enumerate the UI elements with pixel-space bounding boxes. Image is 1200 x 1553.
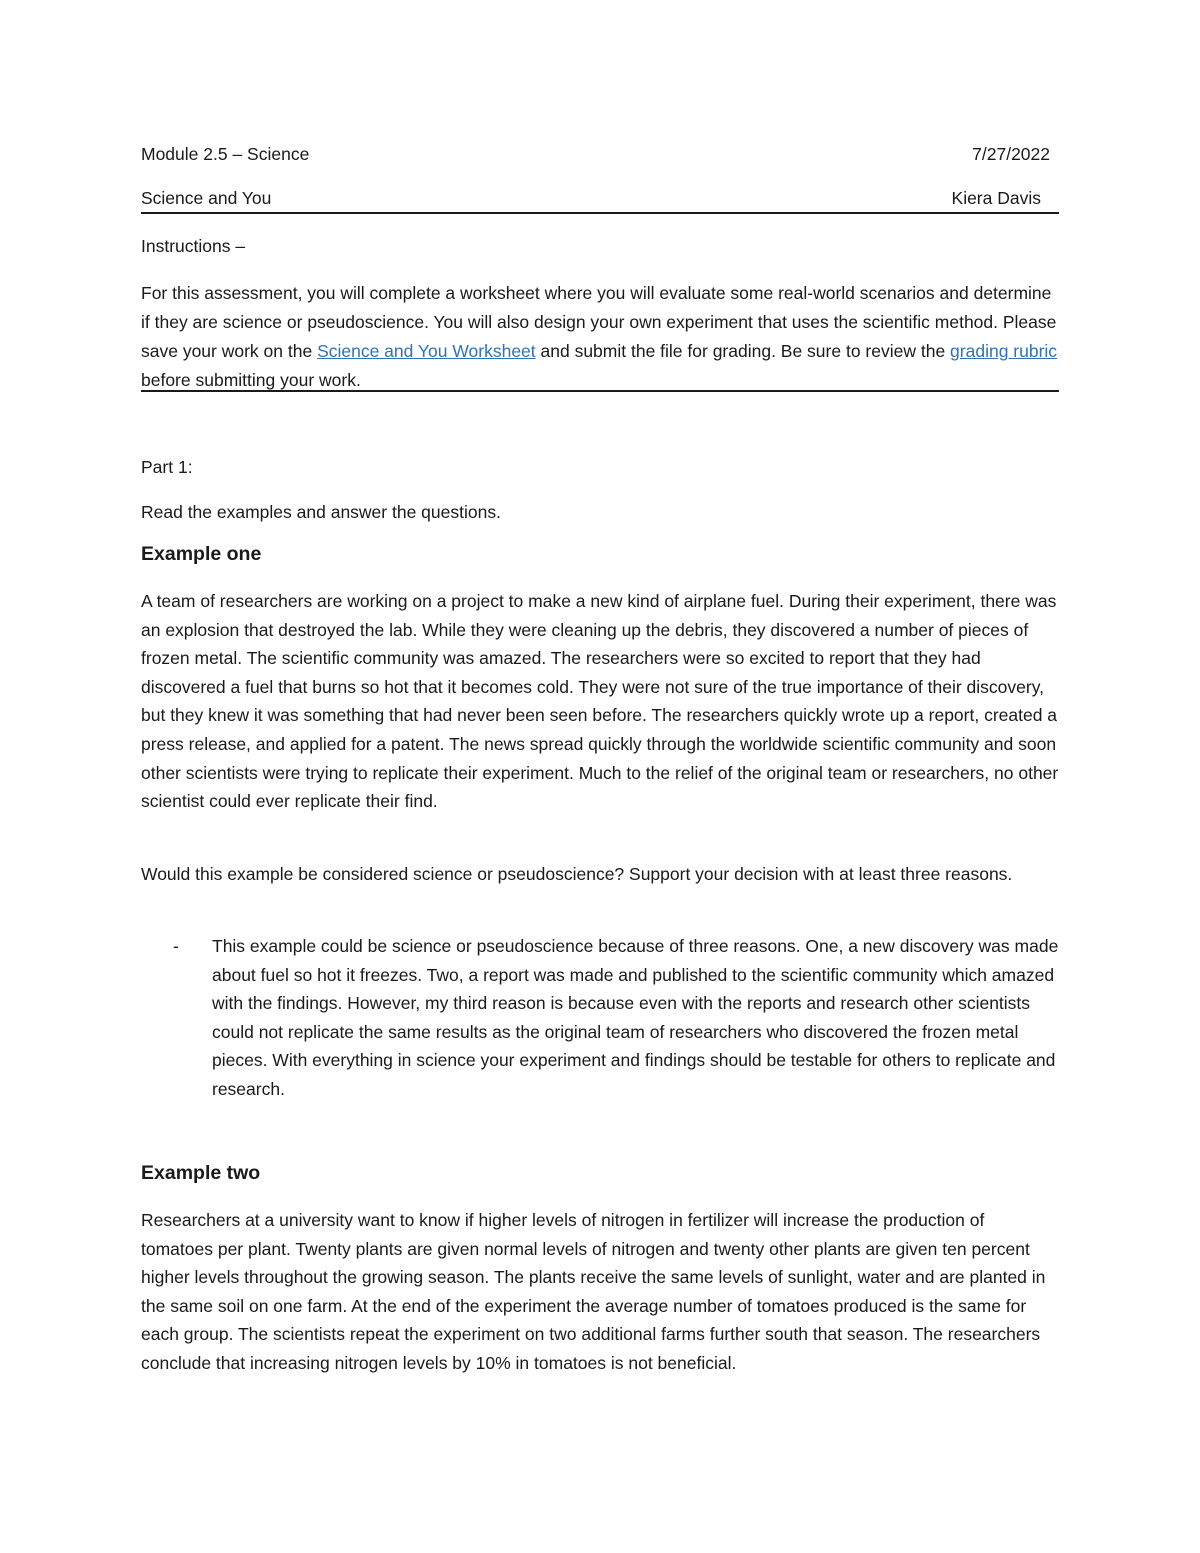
document-title: Science and You	[141, 188, 272, 208]
module-label: Module 2.5 – Science	[141, 144, 310, 164]
header-row-2	[141, 188, 1041, 209]
instructions-text-part-1: For this assessment, you will complete a worksheet where you will evaluate some real-world scenarios and determine if they are science or pseudoscience. You will also design your own experiment that uses the scientific method. Please save your work on the	[141, 283, 1057, 361]
example-one-heading: Example one	[141, 543, 262, 565]
instructions-divider	[141, 390, 1059, 392]
instructions-text-part-2: and submit the file for grading. Be sure to review the	[535, 341, 951, 361]
example-two-body: Researchers at a university want to know if higher levels of nitrogen in fertilizer will increase the production of tomatoes per plant. Twenty plants are given normal levels of nitrogen and twenty other plants are given ten percent higher levels throughout the growing season. The plants receive the same levels of sunlight, water and are planted in the same soil on one farm. At the end of the experiment the average number of tomatoes produced is the same for each group. The scientists repeat the experiment on two additional farms further south that season. The researchers conclude that increasing nitrogen levels by 10% in tomatoes is not beneficial.	[141, 1210, 1046, 1373]
example-one-answer	[141, 932, 1059, 1104]
example-two-heading: Example two	[141, 1162, 261, 1184]
example-one-body: A team of researchers are working on a project to make a new kind of airplane fuel. During their experiment, there was an explosion that destroyed the lab. While they were cleaning up the debris, they discovered a number of pieces of frozen metal. The scientific community was amazed. The researchers were so excited to report that they had discovered a fuel that burns so hot that it becomes cold. They were not sure of the true importance of their discovery, but they knew it was something that had never been seen before. The researchers quickly wrote up a report, created a press release, and applied for a patent. The news spread quickly through the worldwide scientific community and soon other scientists were trying to replicate their experiment. Much to the relief of the original team or researchers, no other scientist could ever replicate their find.	[141, 591, 1059, 812]
example-one-question: Would this example be considered science or pseudoscience? Support your decision with at least three reasons.	[141, 864, 1013, 884]
header-divider	[141, 212, 1059, 214]
instructions-text-part-3: before submitting your work.	[141, 370, 361, 390]
answer-bullet: -	[173, 936, 179, 956]
worksheet-link[interactable]: Science and You Worksheet	[317, 341, 536, 361]
answer-text: This example could be science or pseudoscience because of three reasons. One, a new discovery was made about fuel so hot it freezes. Two, a report was made and published to the scientific community which amazed with the findings. However, my third reason is because even with the reports and research other scientists could not replicate the same results as the original team of researchers who discovered the frozen metal pieces. With everything in science your experiment and findings should be testable for others to replicate and research.	[212, 936, 1059, 1099]
instructions-label: Instructions –	[141, 236, 246, 256]
grading-rubric-link[interactable]: grading rubric	[950, 341, 1058, 361]
instructions-text	[141, 279, 1059, 395]
author-name: Kiera Davis	[951, 188, 1041, 208]
part-1-intro: Read the examples and answer the questions.	[141, 502, 501, 522]
header-row-1	[141, 144, 1050, 165]
part-1-label: Part 1:	[141, 457, 193, 477]
date: 7/27/2022	[972, 144, 1050, 164]
